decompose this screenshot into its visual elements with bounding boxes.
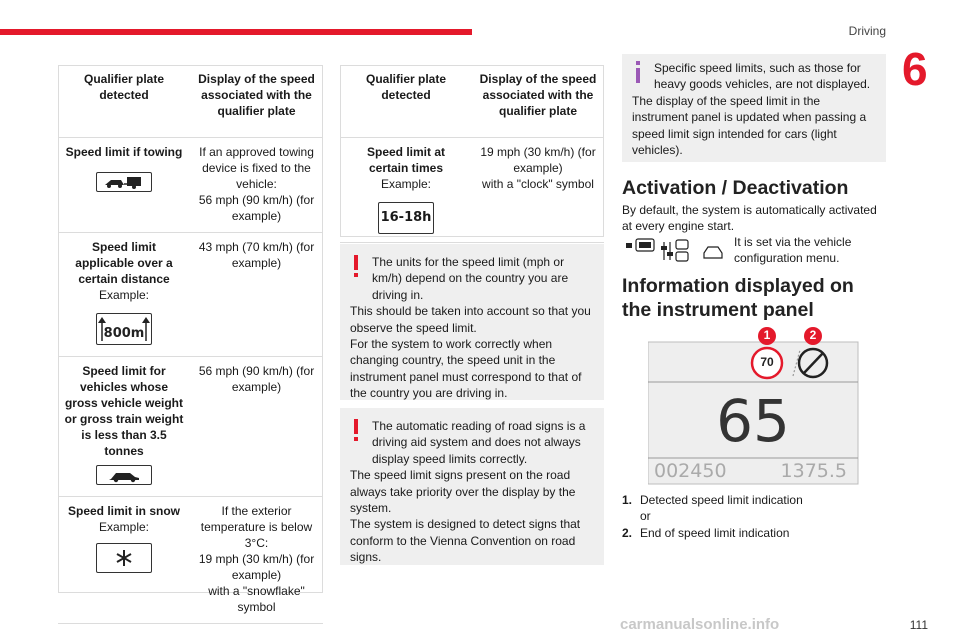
car-with-trailer-icon — [96, 172, 152, 192]
trip-meter: 1375.5 — [780, 460, 847, 482]
legend-text: Detected speed limit indication — [640, 493, 803, 507]
header-accent-bar — [0, 29, 472, 35]
row-qualifier: Speed limit at certain times — [366, 144, 446, 175]
sign-speed-value: 70 — [760, 355, 774, 369]
info-display-heading — [622, 274, 854, 322]
info-line: The display of the speed limit in the instrument panel is updated when passing a speed limit sign intended for cars (light vehicles). — [632, 93, 867, 158]
table-header-row — [340, 65, 604, 137]
row-display-line: 56 mph (90 km/h) (for example) — [198, 192, 315, 223]
row-display-line: 19 mph (30 km/h) (for example) — [198, 551, 315, 582]
distance-arrows-icon — [96, 313, 152, 345]
instrument-panel-illustration — [648, 326, 859, 486]
info-display-heading-line2: the instrument panel — [622, 299, 814, 321]
table-header-row — [58, 65, 323, 137]
row-display-line: with a "clock" symbol — [482, 176, 594, 191]
table-row — [58, 496, 323, 623]
legend-number: 2. — [622, 525, 633, 540]
info-icon — [630, 60, 646, 84]
legend-text: End of speed limit indication — [640, 525, 790, 540]
row-qualifier: Speed limit if towing — [65, 144, 183, 159]
table-header-display: Display of the speed associated with the qualifier plate — [190, 65, 323, 137]
table-row — [340, 137, 604, 242]
table-header-qualifier: Qualifier plate detected — [340, 65, 472, 137]
time-range-sign: 16-18h — [378, 202, 434, 234]
warning-line: The automatic reading of road signs is a driving aid system and does not always display speed limits correctly. — [372, 419, 586, 466]
current-speed: 65 — [716, 387, 790, 455]
callout-1: 1 — [763, 328, 771, 342]
row-display-line: with a "snowflake" symbol — [208, 583, 305, 614]
config-menu-icons — [626, 238, 726, 264]
warning-line: For the system to work correctly when changing country, the speed unit in the instrument panel must correspond to that of the country you are driving in. — [350, 337, 582, 401]
vehicle-settings-icon — [626, 238, 726, 264]
table-row — [58, 356, 323, 496]
exclamation-icon — [348, 418, 364, 442]
section-title: Driving — [848, 24, 886, 38]
table-header-qualifier: Qualifier plate detected — [58, 65, 190, 137]
row-display-line: 56 mph (90 km/h) (for example) — [198, 363, 315, 394]
legend-list — [622, 492, 886, 541]
mid-qualifier-table — [340, 65, 604, 243]
row-display-line: If the exterior temperature is below 3°C: — [200, 503, 313, 550]
odometer: 002450 — [654, 460, 727, 482]
warning-line: The system is designed to detect signs that conform to the Vienna Convention on road signs. — [350, 517, 581, 565]
activation-text: By default, the system is automatically activated at every engine start. — [622, 203, 877, 234]
table-row — [58, 232, 323, 356]
exclamation-icon — [348, 254, 364, 278]
callout-2: 2 — [809, 328, 817, 342]
row-example-label: Example: — [98, 287, 150, 302]
row-qualifier: Speed limit for vehicles whose gross vehicle weight or gross train weight is less than 3.5 tonnes — [64, 363, 184, 458]
watermark: carmanualsonline.info — [620, 616, 780, 633]
row-display-line: If an approved towing device is fixed to the vehicle: — [199, 144, 314, 191]
config-text: It is set via the vehicle configuration menu. — [734, 235, 852, 266]
legend-number: 1. — [622, 493, 633, 507]
car-icon — [96, 465, 152, 485]
row-display-line: 19 mph (30 km/h) (for example) — [480, 144, 596, 175]
info-display-heading-line1: Information displayed on — [622, 275, 854, 297]
row-example-label: Example: — [98, 519, 150, 534]
warning-line: The units for the speed limit (mph or km/h) depend on the country you are driving in. — [372, 255, 569, 302]
row-display-line: 43 mph (70 km/h) (for example) — [198, 239, 315, 270]
left-qualifier-table — [58, 65, 323, 624]
page-number: 111 — [909, 618, 928, 632]
chapter-number: 6 — [902, 43, 928, 95]
legend-item — [622, 525, 886, 541]
warning-line: The speed limit signs present on the road always take priority over the display by the system. — [350, 468, 576, 516]
warning-note-reading — [340, 408, 604, 565]
table-row — [58, 137, 323, 232]
row-qualifier: Speed limit applicable over a certain distance — [75, 239, 173, 286]
activation-heading: Activation / Deactivation — [622, 177, 849, 199]
info-line: Specific speed limits, such as those for heavy goods vehicles, are not displayed. — [654, 61, 871, 92]
snowflake-icon — [96, 543, 152, 573]
row-qualifier: Speed limit in snow — [67, 503, 180, 518]
legend-item-sub: or — [640, 509, 651, 524]
info-note — [622, 54, 886, 162]
distance-sign-text: 800m — [103, 325, 145, 341]
warning-note-units — [340, 244, 604, 400]
row-example-label: Example: — [380, 176, 432, 191]
table-header-display: Display of the speed associated with the qualifier plate — [472, 65, 604, 137]
warning-line: This should be taken into account so that you observe the speed limit. — [350, 304, 591, 335]
legend-item — [622, 492, 886, 508]
